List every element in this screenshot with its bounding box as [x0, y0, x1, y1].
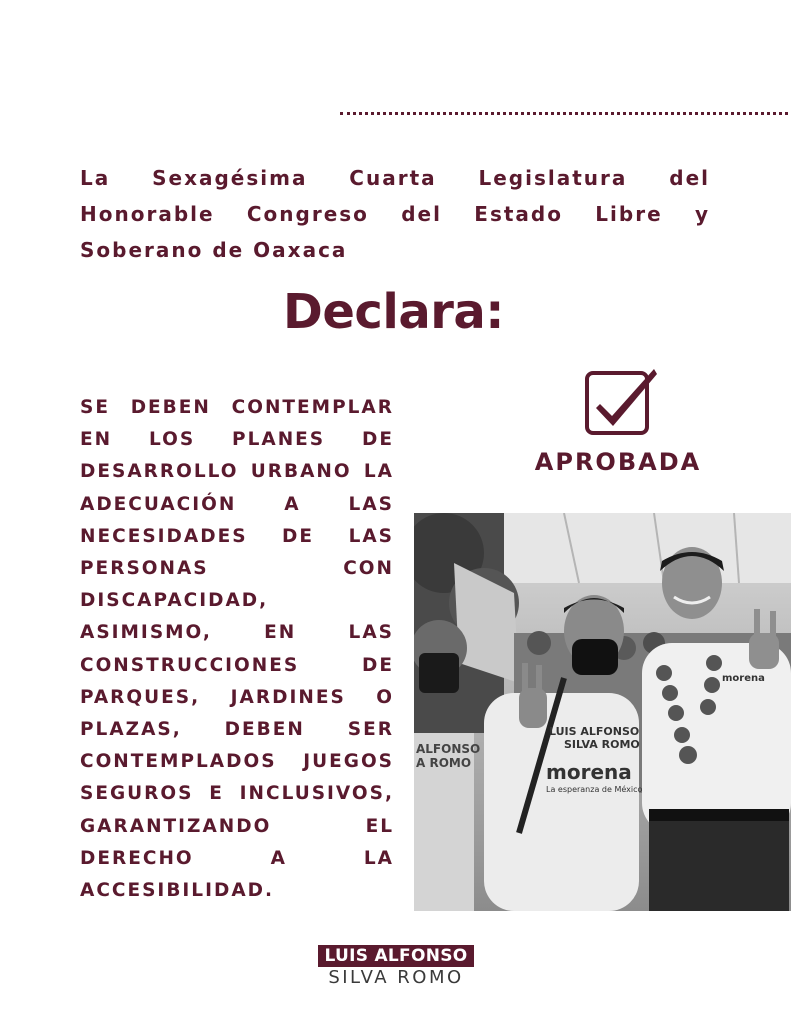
shirt-text-2: SILVA ROMO — [564, 738, 640, 751]
shirt-brand: morena — [546, 760, 632, 784]
logo-name-bottom: SILVA ROMO — [328, 967, 464, 988]
intro-text: La Sexagésima Cuarta Legislatura del Honorable Congreso del Estado Libre y Soberano de Oaxaca — [80, 166, 710, 262]
right-shirt-brand: morena — [722, 673, 765, 684]
shirt-tagline: La esperanza de México — [546, 785, 643, 794]
photo-illustration — [414, 513, 791, 911]
checkbox-check-icon — [584, 366, 660, 436]
declaration-text: SE DEBEN CONTEMPLAR EN LOS PLANES DE DESARROLLO URBANO LA ADECUACIÓN A LAS NECESIDADES DE LAS PERSONAS CON DISCAPACIDAD, ASIMISMO, EN LAS CONSTRUCCIONES DE PARQUES, JARDINES O PLAZAS, DEBEN SER CONTEMPLADOS JUEGOS SEGUROS E INCLUSIVOS, GARANTIZANDO EL DERECHO A LA ACCESIBILIDAD. — [80, 397, 394, 902]
page-title: Declara: — [283, 284, 504, 340]
status-label: APROBADA — [534, 448, 702, 476]
footer-logo — [318, 945, 474, 989]
left-shirt-text: ALFONSO — [416, 742, 481, 756]
logo-name-top: LUIS ALFONSO — [318, 945, 474, 967]
dotted-divider — [340, 112, 788, 115]
campaign-photo — [414, 513, 791, 911]
left-shirt-text-2: A ROMO — [416, 756, 472, 770]
shirt-text-1: LUIS ALFONSO — [549, 725, 640, 738]
